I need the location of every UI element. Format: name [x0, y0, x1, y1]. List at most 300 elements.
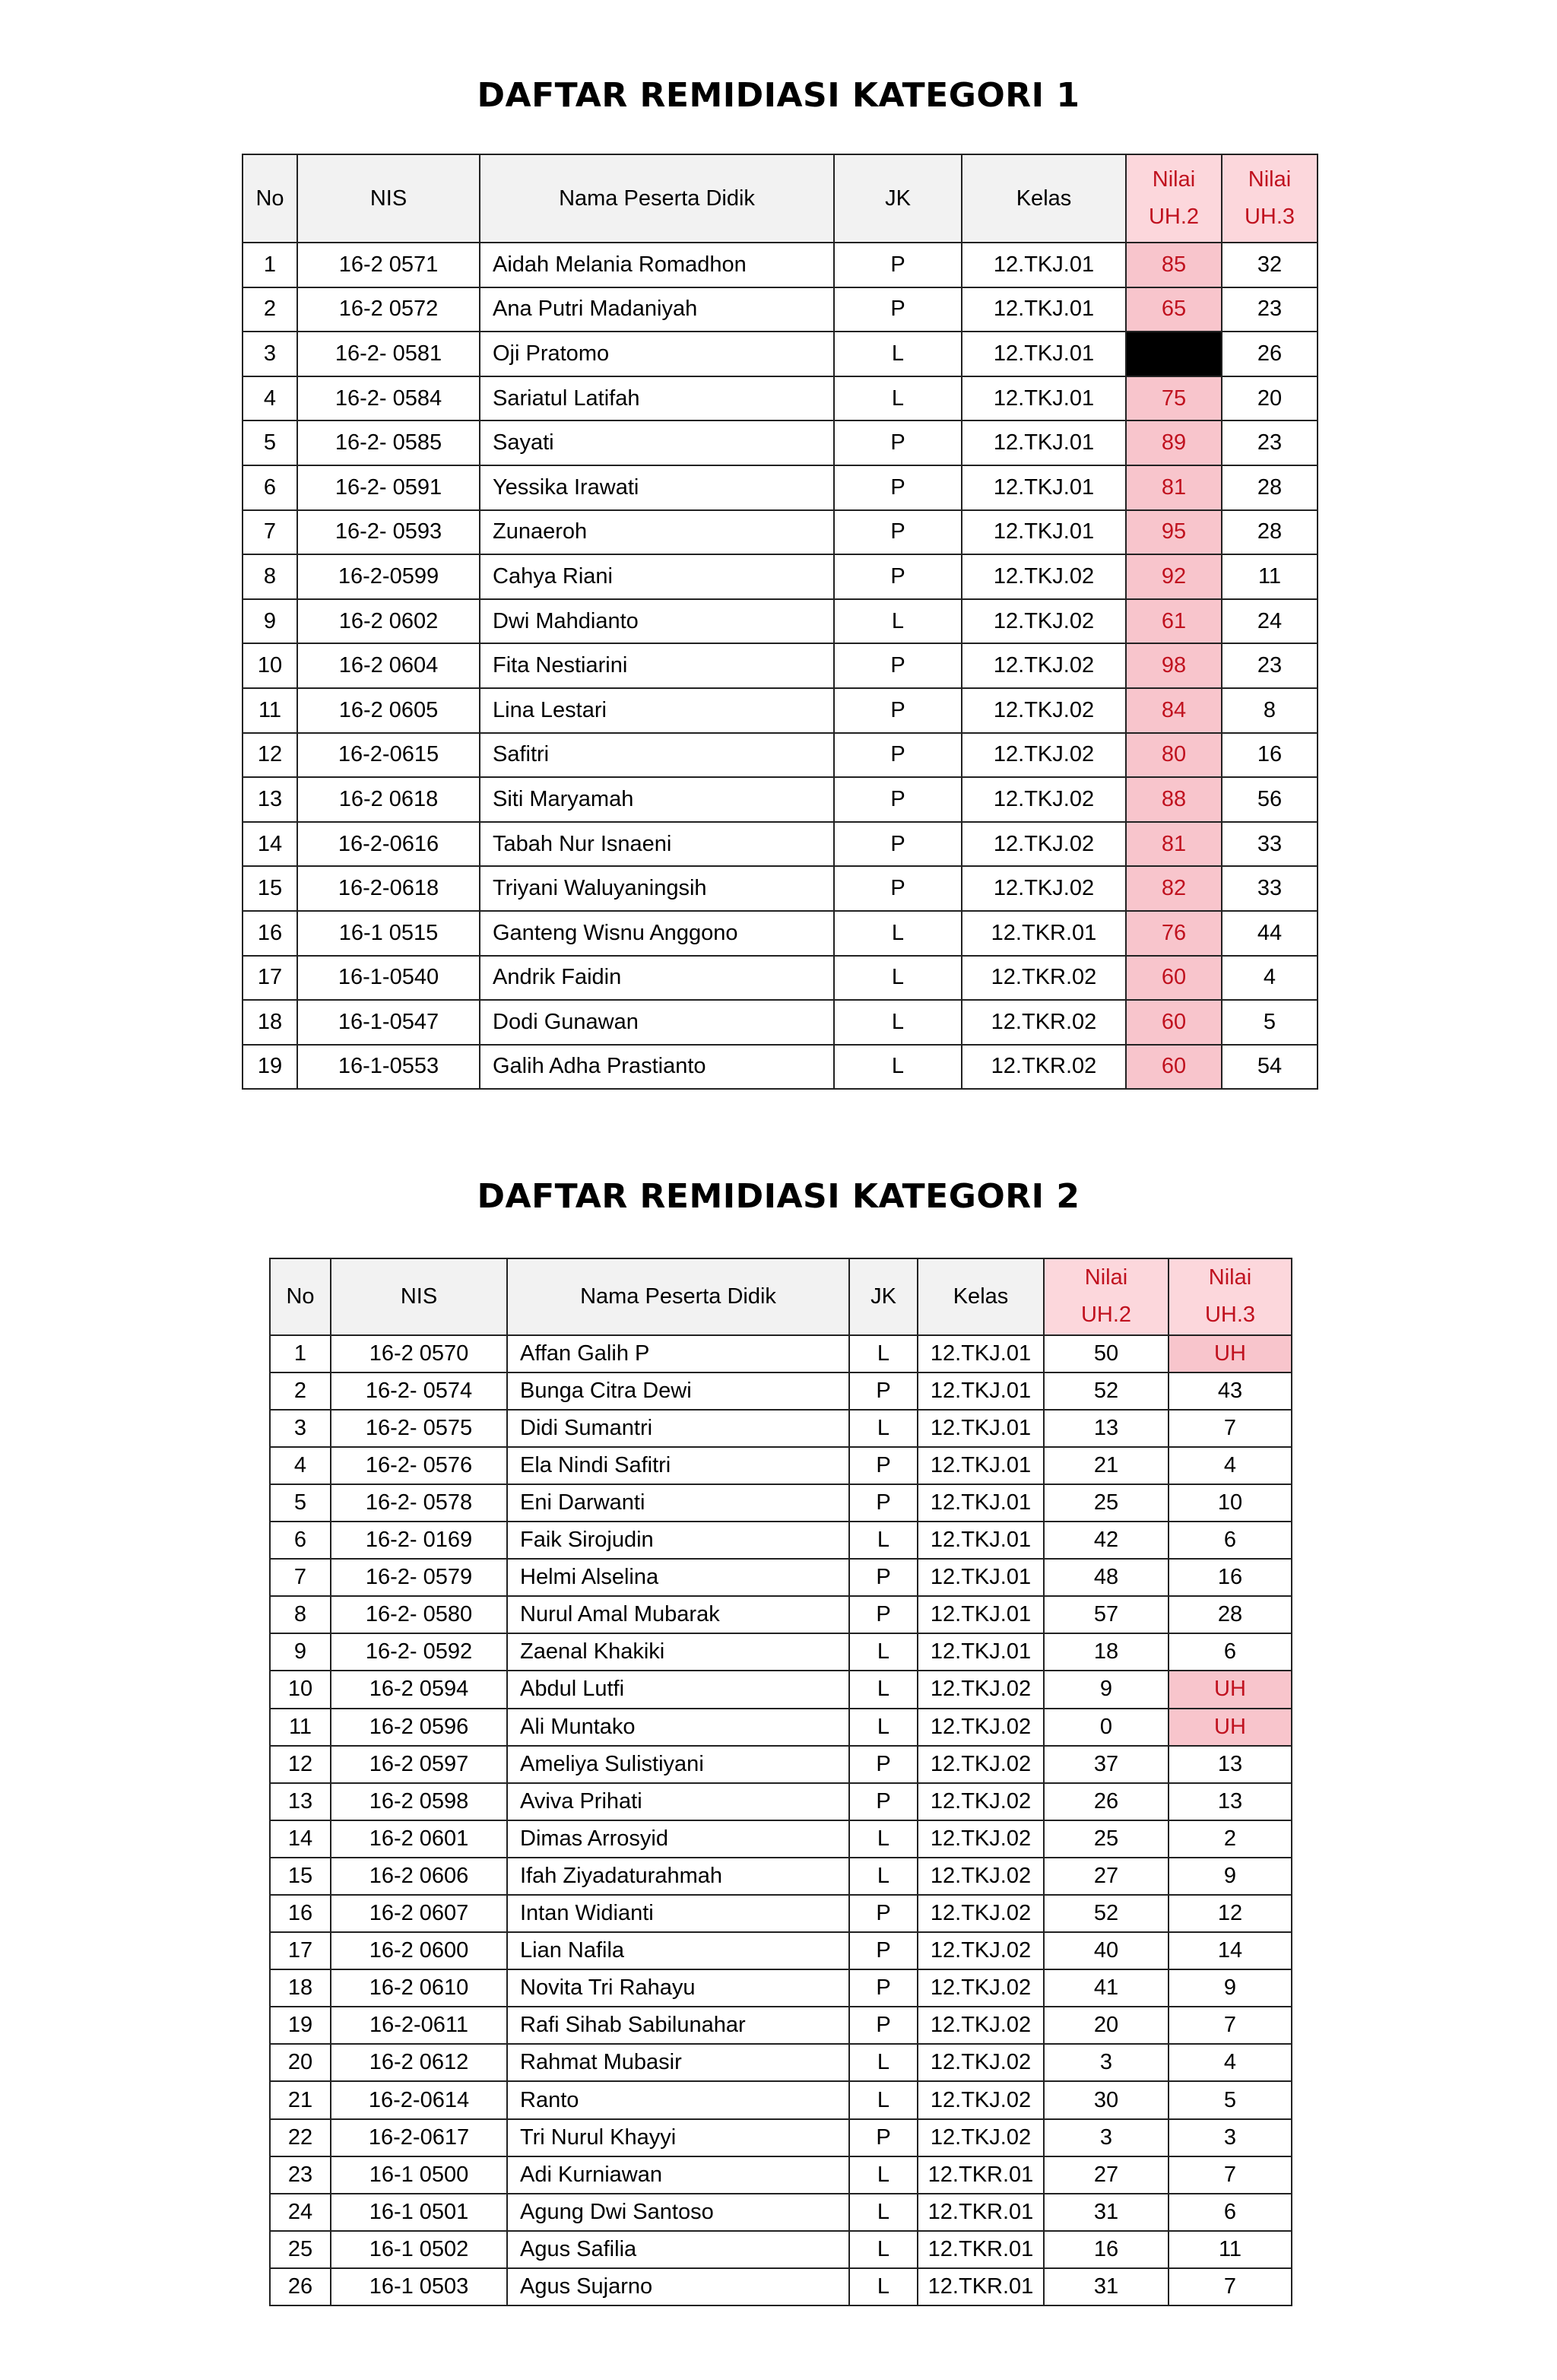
- cell-nama: Ifah Ziyadaturahmah: [507, 1858, 849, 1895]
- cell-no: 6: [270, 1522, 331, 1559]
- cell-kelas: 12.TKJ.02: [918, 1671, 1044, 1708]
- cell-uh2: 82: [1126, 866, 1222, 911]
- cell-kelas: 12.TKJ.02: [962, 599, 1126, 644]
- cell-no: 5: [270, 1484, 331, 1522]
- cell-kelas: 12.TKJ.01: [918, 1484, 1044, 1522]
- cell-uh3: 13: [1169, 1746, 1292, 1783]
- cell-jk: L: [849, 2044, 918, 2081]
- table-row: [243, 777, 1318, 822]
- cell-uh3: UH: [1169, 1671, 1292, 1708]
- cell-nama: Andrik Faidin: [480, 956, 834, 1001]
- cell-jk: L: [849, 2231, 918, 2268]
- cell-jk: L: [849, 1522, 918, 1559]
- page-title-kategori-1: DAFTAR REMIDIASI KATEGORI 1: [477, 76, 1080, 115]
- col-header-jk: JK: [849, 1258, 918, 1335]
- cell-nis: 16-1 0515: [297, 911, 480, 956]
- cell-no: 25: [270, 2231, 331, 2268]
- cell-no: 24: [270, 2194, 331, 2231]
- cell-nis: 16-2 0596: [331, 1709, 507, 1746]
- cell-uh2: 61: [1126, 599, 1222, 644]
- cell-uh3: 9: [1169, 1969, 1292, 2007]
- cell-uh3: 12: [1169, 1895, 1292, 1932]
- cell-uh2: 27: [1044, 1858, 1169, 1895]
- col-header-nama: Nama Peserta Didik: [507, 1258, 849, 1335]
- cell-nis: 16-2 0598: [331, 1783, 507, 1820]
- cell-uh2: 92: [1126, 554, 1222, 599]
- cell-kelas: 12.TKJ.02: [918, 1709, 1044, 1746]
- cell-kelas: 12.TKJ.01: [962, 510, 1126, 555]
- col-header-uh3: [1169, 1258, 1292, 1335]
- uh3-label: UH.3: [1244, 205, 1295, 229]
- cell-uh3: 26: [1222, 332, 1318, 376]
- cell-no: 2: [243, 287, 297, 332]
- cell-kelas: 12.TKR.01: [918, 2268, 1044, 2305]
- cell-jk: L: [849, 2081, 918, 2118]
- cell-jk: L: [849, 1820, 918, 1858]
- table-row: [243, 733, 1318, 778]
- cell-no: 7: [243, 510, 297, 555]
- col-header-nis: NIS: [331, 1258, 507, 1335]
- cell-jk: P: [834, 510, 962, 555]
- col-header-uh2: [1126, 154, 1222, 243]
- cell-jk: L: [834, 376, 962, 421]
- table-row: [270, 1709, 1292, 1746]
- cell-no: 6: [243, 465, 297, 510]
- cell-jk: L: [849, 1335, 918, 1372]
- cell-kelas: 12.TKJ.02: [918, 2044, 1044, 2081]
- cell-uh2: 88: [1126, 777, 1222, 822]
- table-row: [270, 2044, 1292, 2081]
- cell-jk: P: [849, 1372, 918, 1410]
- cell-uh3: 7: [1169, 2007, 1292, 2044]
- cell-jk: P: [849, 1447, 918, 1484]
- cell-no: 22: [270, 2119, 331, 2156]
- cell-kelas: 12.TKJ.01: [918, 1559, 1044, 1596]
- cell-nis: 16-2-0599: [297, 554, 480, 599]
- cell-nama: Galih Adha Prastianto: [480, 1045, 834, 1090]
- table-row: [243, 465, 1318, 510]
- cell-no: 2: [270, 1372, 331, 1410]
- cell-uh3: 44: [1222, 911, 1318, 956]
- cell-nama: Zaenal Khakiki: [507, 1633, 849, 1671]
- cell-uh2: 31: [1044, 2194, 1169, 2231]
- table-row: [270, 2081, 1292, 2118]
- cell-nis: 16-2- 0581: [297, 332, 480, 376]
- cell-nama: Abdul Lutfi: [507, 1671, 849, 1708]
- cell-no: 8: [270, 1596, 331, 1633]
- cell-nis: 16-2 0597: [331, 1746, 507, 1783]
- cell-nis: 16-2 0618: [297, 777, 480, 822]
- cell-no: 13: [270, 1783, 331, 1820]
- table-row: [270, 2007, 1292, 2044]
- cell-jk: P: [849, 1596, 918, 1633]
- cell-no: 3: [243, 332, 297, 376]
- cell-no: 11: [270, 1709, 331, 1746]
- cell-nama: Sayati: [480, 420, 834, 465]
- cell-nis: 16-2 0612: [331, 2044, 507, 2081]
- table-row: [243, 420, 1318, 465]
- cell-nama: Rahmat Mubasir: [507, 2044, 849, 2081]
- cell-nis: 16-2- 0585: [297, 420, 480, 465]
- cell-no: 15: [243, 866, 297, 911]
- table-row: [270, 1596, 1292, 1633]
- cell-nis: 16-1-0553: [297, 1045, 480, 1090]
- cell-nama: Novita Tri Rahayu: [507, 1969, 849, 2007]
- table-row: [243, 822, 1318, 867]
- cell-nama: Dwi Mahdianto: [480, 599, 834, 644]
- table-row: [270, 1410, 1292, 1447]
- cell-uh2: 26: [1044, 1783, 1169, 1820]
- cell-jk: P: [834, 733, 962, 778]
- cell-nis: 16-2- 0591: [297, 465, 480, 510]
- cell-uh2: 18: [1044, 1633, 1169, 1671]
- cell-jk: P: [834, 287, 962, 332]
- cell-uh2: 80: [1126, 733, 1222, 778]
- page-title-kategori-2: DAFTAR REMIDIASI KATEGORI 2: [477, 1177, 1080, 1216]
- col-header-uh2: [1044, 1258, 1169, 1335]
- cell-nis: 16-1-0540: [297, 956, 480, 1001]
- cell-kelas: 12.TKJ.02: [918, 1969, 1044, 2007]
- col-header-nis: NIS: [297, 154, 480, 243]
- cell-no: 23: [270, 2156, 331, 2194]
- cell-jk: P: [849, 1746, 918, 1783]
- cell-nis: 16-2 0605: [297, 688, 480, 733]
- cell-nis: 16-2- 0576: [331, 1447, 507, 1484]
- table-row: [243, 376, 1318, 421]
- table-row: [270, 1671, 1292, 1708]
- cell-no: 26: [270, 2268, 331, 2305]
- cell-kelas: 12.TKJ.02: [962, 643, 1126, 688]
- cell-jk: P: [849, 2007, 918, 2044]
- table-row: [270, 1746, 1292, 1783]
- cell-uh3: UH: [1169, 1335, 1292, 1372]
- cell-uh3: 32: [1222, 243, 1318, 287]
- cell-no: 19: [243, 1045, 297, 1090]
- cell-no: 5: [243, 420, 297, 465]
- cell-uh3: 23: [1222, 643, 1318, 688]
- cell-nama: Helmi Alselina: [507, 1559, 849, 1596]
- cell-nama: Dimas Arrosyid: [507, 1820, 849, 1858]
- cell-nama: Ela Nindi Safitri: [507, 1447, 849, 1484]
- cell-nama: Eni Darwanti: [507, 1484, 849, 1522]
- cell-no: 17: [270, 1932, 331, 1969]
- cell-jk: P: [834, 822, 962, 867]
- cell-uh3: 16: [1222, 733, 1318, 778]
- cell-uh3: 23: [1222, 287, 1318, 332]
- cell-uh2: 3: [1044, 2119, 1169, 2156]
- cell-no: 7: [270, 1559, 331, 1596]
- cell-uh3: 2: [1169, 1820, 1292, 1858]
- cell-kelas: 12.TKJ.02: [918, 1820, 1044, 1858]
- cell-nama: Lian Nafila: [507, 1932, 849, 1969]
- cell-no: 12: [270, 1746, 331, 1783]
- cell-uh2: 30: [1044, 2081, 1169, 2118]
- cell-uh2: 0: [1044, 1709, 1169, 1746]
- cell-jk: P: [849, 1559, 918, 1596]
- cell-jk: P: [834, 243, 962, 287]
- cell-uh2: 3: [1044, 2044, 1169, 2081]
- cell-jk: L: [834, 911, 962, 956]
- table-row: [270, 2119, 1292, 2156]
- cell-kelas: 12.TKR.01: [918, 2231, 1044, 2268]
- table-row: [243, 956, 1318, 1001]
- cell-nis: 16-2 0607: [331, 1895, 507, 1932]
- cell-nis: 16-2- 0579: [331, 1559, 507, 1596]
- cell-kelas: 12.TKJ.01: [918, 1633, 1044, 1671]
- cell-no: 20: [270, 2044, 331, 2081]
- cell-nis: 16-2- 0593: [297, 510, 480, 555]
- cell-uh3: 6: [1169, 2194, 1292, 2231]
- cell-nis: 16-2-0614: [331, 2081, 507, 2118]
- cell-jk: P: [834, 465, 962, 510]
- table-row: [270, 1969, 1292, 2007]
- cell-jk: P: [849, 1484, 918, 1522]
- cell-no: 3: [270, 1410, 331, 1447]
- cell-uh3: UH: [1169, 1709, 1292, 1746]
- cell-uh3: 28: [1169, 1596, 1292, 1633]
- cell-uh2: 20: [1044, 2007, 1169, 2044]
- table-header-row: [243, 154, 1318, 243]
- cell-uh2: 21: [1044, 1447, 1169, 1484]
- nilai-label: Nilai: [1248, 167, 1292, 192]
- table-row: [270, 1633, 1292, 1671]
- cell-uh2: [1126, 332, 1222, 376]
- cell-nis: 16-2 0604: [297, 643, 480, 688]
- cell-kelas: 12.TKR.01: [962, 911, 1126, 956]
- table-row: [270, 1895, 1292, 1932]
- cell-uh2: 31: [1044, 2268, 1169, 2305]
- cell-no: 10: [243, 643, 297, 688]
- cell-jk: L: [849, 2156, 918, 2194]
- cell-jk: L: [834, 332, 962, 376]
- cell-jk: P: [849, 1969, 918, 2007]
- table-row: [243, 287, 1318, 332]
- table-header-row: [270, 1258, 1292, 1335]
- cell-nama: Tri Nurul Khayyi: [507, 2119, 849, 2156]
- cell-uh3: 24: [1222, 599, 1318, 644]
- nilai-label: Nilai: [1208, 1265, 1252, 1290]
- remidiasi-table-kategori-1: [242, 154, 1318, 1090]
- cell-kelas: 12.TKR.02: [962, 956, 1126, 1001]
- cell-no: 19: [270, 2007, 331, 2044]
- cell-kelas: 12.TKJ.01: [962, 376, 1126, 421]
- cell-uh3: 4: [1169, 1447, 1292, 1484]
- table-row: [243, 554, 1318, 599]
- cell-uh3: 14: [1169, 1932, 1292, 1969]
- cell-kelas: 12.TKJ.02: [918, 2081, 1044, 2118]
- cell-uh3: 23: [1222, 420, 1318, 465]
- cell-kelas: 12.TKJ.01: [962, 465, 1126, 510]
- cell-uh3: 7: [1169, 1410, 1292, 1447]
- cell-nama: Lina Lestari: [480, 688, 834, 733]
- cell-uh3: 7: [1169, 2156, 1292, 2194]
- cell-jk: L: [849, 1410, 918, 1447]
- cell-kelas: 12.TKJ.01: [962, 243, 1126, 287]
- cell-uh2: 50: [1044, 1335, 1169, 1372]
- cell-no: 4: [270, 1447, 331, 1484]
- cell-uh2: 42: [1044, 1522, 1169, 1559]
- cell-nis: 16-1-0547: [297, 1000, 480, 1045]
- table-row: [270, 1820, 1292, 1858]
- table-row: [243, 866, 1318, 911]
- cell-jk: P: [834, 777, 962, 822]
- cell-uh3: 33: [1222, 866, 1318, 911]
- cell-kelas: 12.TKJ.02: [962, 688, 1126, 733]
- table-row: [270, 1783, 1292, 1820]
- cell-jk: P: [834, 866, 962, 911]
- cell-uh2: 75: [1126, 376, 1222, 421]
- cell-uh2: 16: [1044, 2231, 1169, 2268]
- cell-no: 18: [243, 1000, 297, 1045]
- cell-kelas: 12.TKJ.01: [962, 287, 1126, 332]
- cell-nama: Zunaeroh: [480, 510, 834, 555]
- cell-kelas: 12.TKR.02: [962, 1045, 1126, 1090]
- cell-nis: 16-2 0602: [297, 599, 480, 644]
- uh2-label: UH.2: [1148, 205, 1200, 229]
- cell-uh2: 48: [1044, 1559, 1169, 1596]
- cell-nama: Dodi Gunawan: [480, 1000, 834, 1045]
- cell-nama: Affan Galih P: [507, 1335, 849, 1372]
- cell-kelas: 12.TKJ.02: [918, 1895, 1044, 1932]
- cell-nis: 16-1 0501: [331, 2194, 507, 2231]
- uh3-label: UH.3: [1204, 1303, 1256, 1328]
- cell-uh3: 3: [1169, 2119, 1292, 2156]
- cell-nama: Oji Pratomo: [480, 332, 834, 376]
- col-header-no: No: [270, 1258, 331, 1335]
- cell-kelas: 12.TKJ.02: [962, 554, 1126, 599]
- cell-nama: Fita Nestiarini: [480, 643, 834, 688]
- cell-nama: Rafi Sihab Sabilunahar: [507, 2007, 849, 2044]
- table-row: [270, 2194, 1292, 2231]
- cell-uh2: 25: [1044, 1820, 1169, 1858]
- cell-no: 10: [270, 1671, 331, 1708]
- cell-kelas: 12.TKJ.01: [962, 420, 1126, 465]
- cell-jk: L: [834, 956, 962, 1001]
- cell-kelas: 12.TKR.01: [918, 2194, 1044, 2231]
- cell-kelas: 12.TKJ.02: [962, 777, 1126, 822]
- table-row: [243, 243, 1318, 287]
- cell-uh2: 25: [1044, 1484, 1169, 1522]
- table-row: [270, 1858, 1292, 1895]
- cell-uh3: 11: [1169, 2231, 1292, 2268]
- col-header-kelas: Kelas: [918, 1258, 1044, 1335]
- cell-no: 8: [243, 554, 297, 599]
- cell-uh2: 60: [1126, 1045, 1222, 1090]
- cell-jk: P: [834, 688, 962, 733]
- cell-uh3: 33: [1222, 822, 1318, 867]
- table-row: [243, 688, 1318, 733]
- table-row: [243, 599, 1318, 644]
- cell-jk: L: [834, 1045, 962, 1090]
- cell-nis: 16-2- 0592: [331, 1633, 507, 1671]
- cell-jk: L: [834, 599, 962, 644]
- cell-no: 11: [243, 688, 297, 733]
- cell-kelas: 12.TKJ.01: [918, 1410, 1044, 1447]
- cell-nama: Ameliya Sulistiyani: [507, 1746, 849, 1783]
- cell-jk: P: [849, 1895, 918, 1932]
- cell-no: 1: [243, 243, 297, 287]
- cell-nama: Agus Safilia: [507, 2231, 849, 2268]
- cell-uh2: 81: [1126, 822, 1222, 867]
- col-header-jk: JK: [834, 154, 962, 243]
- cell-uh3: 54: [1222, 1045, 1318, 1090]
- cell-jk: P: [849, 1932, 918, 1969]
- cell-nis: 16-2- 0578: [331, 1484, 507, 1522]
- cell-nis: 16-2 0610: [331, 1969, 507, 2007]
- cell-kelas: 12.TKJ.01: [962, 332, 1126, 376]
- cell-nama: Siti Maryamah: [480, 777, 834, 822]
- cell-nama: Faik Sirojudin: [507, 1522, 849, 1559]
- cell-jk: L: [849, 1671, 918, 1708]
- cell-uh3: 8: [1222, 688, 1318, 733]
- uh2-label: UH.2: [1080, 1303, 1132, 1328]
- cell-no: 13: [243, 777, 297, 822]
- cell-nis: 16-1 0503: [331, 2268, 507, 2305]
- cell-uh3: 20: [1222, 376, 1318, 421]
- table-row: [270, 1932, 1292, 1969]
- cell-no: 21: [270, 2081, 331, 2118]
- col-header-no: No: [243, 154, 297, 243]
- cell-nama: Ana Putri Madaniyah: [480, 287, 834, 332]
- cell-jk: L: [849, 1633, 918, 1671]
- cell-nis: 16-2-0616: [297, 822, 480, 867]
- cell-no: 9: [243, 599, 297, 644]
- cell-nama: Aviva Prihati: [507, 1783, 849, 1820]
- table-row: [243, 911, 1318, 956]
- cell-kelas: 12.TKJ.02: [918, 2119, 1044, 2156]
- cell-nama: Agus Sujarno: [507, 2268, 849, 2305]
- cell-uh2: 84: [1126, 688, 1222, 733]
- cell-kelas: 12.TKJ.01: [918, 1596, 1044, 1633]
- cell-kelas: 12.TKJ.01: [918, 1372, 1044, 1410]
- cell-kelas: 12.TKJ.01: [918, 1522, 1044, 1559]
- table-row: [243, 510, 1318, 555]
- cell-uh2: 27: [1044, 2156, 1169, 2194]
- cell-uh3: 28: [1222, 465, 1318, 510]
- cell-uh2: 37: [1044, 1746, 1169, 1783]
- cell-uh3: 5: [1222, 1000, 1318, 1045]
- cell-nama: Ganteng Wisnu Anggono: [480, 911, 834, 956]
- cell-uh3: 6: [1169, 1633, 1292, 1671]
- cell-kelas: 12.TKR.02: [962, 1000, 1126, 1045]
- table-row: [270, 1447, 1292, 1484]
- cell-kelas: 12.TKJ.02: [918, 1746, 1044, 1783]
- cell-nama: Bunga Citra Dewi: [507, 1372, 849, 1410]
- cell-uh2: 60: [1126, 956, 1222, 1001]
- cell-no: 17: [243, 956, 297, 1001]
- cell-nama: Ranto: [507, 2081, 849, 2118]
- cell-nama: Aidah Melania Romadhon: [480, 243, 834, 287]
- table-row: [270, 1559, 1292, 1596]
- cell-no: 16: [243, 911, 297, 956]
- cell-uh2: 89: [1126, 420, 1222, 465]
- cell-uh3: 11: [1222, 554, 1318, 599]
- cell-uh2: 52: [1044, 1895, 1169, 1932]
- cell-nis: 16-2-0617: [331, 2119, 507, 2156]
- cell-nis: 16-2 0606: [331, 1858, 507, 1895]
- cell-kelas: 12.TKJ.02: [962, 733, 1126, 778]
- cell-kelas: 12.TKJ.02: [918, 2007, 1044, 2044]
- cell-uh3: 13: [1169, 1783, 1292, 1820]
- cell-nama: Didi Sumantri: [507, 1410, 849, 1447]
- cell-uh2: 65: [1126, 287, 1222, 332]
- remidiasi-table-kategori-2: [269, 1258, 1292, 2306]
- cell-no: 18: [270, 1969, 331, 2007]
- cell-kelas: 12.TKJ.01: [918, 1447, 1044, 1484]
- cell-no: 12: [243, 733, 297, 778]
- cell-uh3: 7: [1169, 2268, 1292, 2305]
- col-header-kelas: Kelas: [962, 154, 1126, 243]
